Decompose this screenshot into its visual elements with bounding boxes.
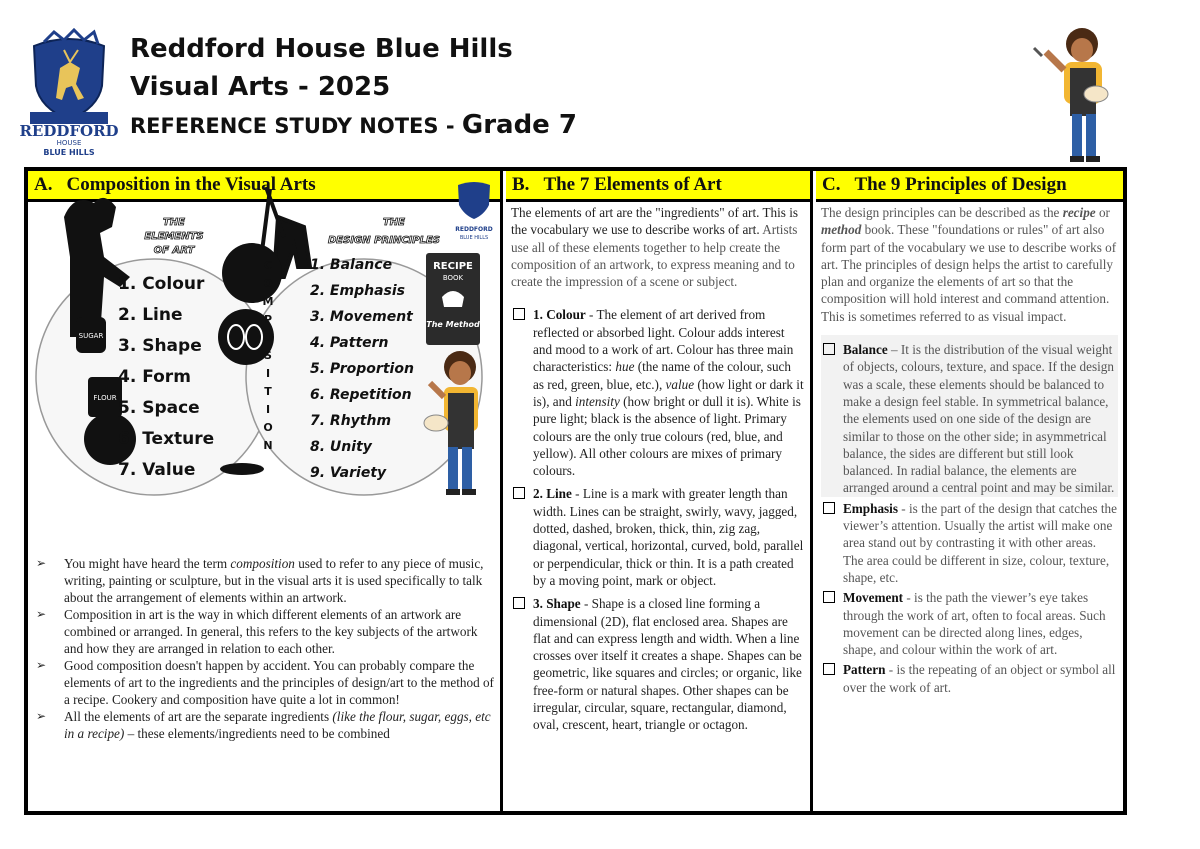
- checkbox-icon: [823, 663, 835, 675]
- bullet-text: You might have heard the term: [64, 556, 231, 571]
- item-term: 2. Line: [533, 486, 572, 502]
- intro-text: book. These "foundations or rules" of art also form part of the vocabulary we use to describe works of art. The principles of design helps the artist to carefully plan and organize the elements of art so that the composition will hold interest and command attention. This is sometimes referred to as visual impact.: [821, 222, 1117, 324]
- logo-bottom: BLUE HILLS: [43, 148, 95, 157]
- principle-item: 5. Proportion: [310, 361, 414, 377]
- principle-item: 1. Balance: [310, 257, 393, 273]
- section-b-header: [506, 171, 810, 202]
- page-header: [130, 30, 577, 145]
- logo-name: REDDFORD: [19, 122, 119, 140]
- section-title: The 7 Elements of Art: [543, 174, 722, 195]
- section-elements: [506, 171, 813, 811]
- composition-letter: O: [263, 331, 273, 344]
- principle-item: 7. Rhythm: [310, 413, 392, 429]
- content-grid: [24, 167, 1127, 815]
- item-text: (the name of the colour, such as red, green, blue, etc.),: [533, 359, 792, 392]
- intro-text-gray: Artists use all of these elements together to help create the composition of an artwork, to express meaning and to create the impression of a scene or subject.: [511, 222, 798, 290]
- item-em: hue: [615, 359, 635, 375]
- arrow-bullet-icon: ➢: [36, 607, 47, 621]
- composition-word: [263, 259, 274, 452]
- element-item: 4. Form: [118, 367, 191, 387]
- principle-balance: [821, 335, 1118, 497]
- section-c-header: [816, 171, 1123, 202]
- arrow-bullet-icon: ➢: [36, 658, 47, 672]
- composition-letter: O: [263, 277, 273, 290]
- bullet-text: Good composition doesn't happen by accident. You can probably compare the elements of art to the ingredients and the principles of design/art to the method of a recipe. Cookery and composition have quite a lot in common!: [64, 658, 494, 707]
- arrow-bullet-icon: ➢: [36, 709, 47, 723]
- section-title: Composition in the Visual Arts: [66, 174, 316, 195]
- notes-prefix: REFERENCE STUDY NOTES -: [130, 114, 462, 138]
- element-item: 1. Colour: [118, 274, 205, 294]
- recipe-label: RECIPE: [433, 261, 473, 272]
- flour-label: FLOUR: [93, 394, 117, 402]
- composition-letter: M: [262, 295, 274, 308]
- logo-sub: HOUSE: [56, 139, 82, 147]
- principle-item: 4. Pattern: [310, 335, 389, 351]
- bullet-emphasis: composition: [230, 556, 295, 571]
- checkbox-icon: [823, 591, 835, 603]
- item-term: 3. Shape: [533, 596, 581, 612]
- intro-text: The elements of art are the "ingredients" of art. This is the vocabulary we use to describe works of art.: [511, 205, 799, 238]
- item-text: - Shape is a closed line forming a dimensional (2D), flat enclosed area. Shapes are flat and can express length and width. When a line crosses over itself it creates a shape. Shapes can be geometric, like squares and circles; or organic, like free-form or natural shapes. Other shapes can be irregular, circular, square, rectangular, diamond, oval, crescent, heart, triangle or octagon.: [533, 596, 802, 733]
- section-title: The 9 Principles of Design: [854, 174, 1067, 195]
- element-item: 2. Line: [118, 305, 183, 325]
- checkbox-icon: [823, 502, 835, 514]
- section-letter: B.: [512, 174, 530, 195]
- bullet-item: [36, 657, 496, 708]
- composition-letter: C: [263, 259, 273, 272]
- grade-label: Grade 7: [461, 110, 577, 140]
- composition-letter: N: [263, 439, 273, 452]
- principle-emphasis: [821, 500, 1118, 586]
- item-text: - Line is a mark with greater length than width. Lines can be straight, swirly, wavy, jagged, dotted, dashed, broken, thick, thin, zig zag, diagonal, vertical, horizontal, curved, bold, parallel or perpendicular, thick or thin. It is a path created by a moving point, mark or object.: [533, 486, 804, 588]
- principle-item: 3. Movement: [310, 309, 413, 325]
- small-logo-name: REDDFORD: [455, 226, 493, 233]
- element-colour: [511, 306, 805, 479]
- composition-letter: I: [265, 367, 271, 380]
- bullet-emphasis: (like the flour, sugar, eggs, etc in a recipe): [64, 709, 491, 741]
- item-em: value: [665, 376, 695, 392]
- section-letter: C.: [822, 174, 841, 195]
- item-text: - is the repeating of an object or symbol all over the work of art.: [843, 662, 1116, 695]
- item-text: - The element of art derived from reflected or absorbed light. Colour adds interest and mood to a work of art. Colour has three main characteristics:: [533, 307, 794, 375]
- recipe-method: The Method: [426, 320, 480, 329]
- composition-letter: T: [264, 385, 272, 398]
- principles-heading-1: THE: [382, 217, 406, 228]
- school-logo: [19, 28, 119, 157]
- subject-year: Visual Arts - 2025: [130, 72, 391, 102]
- checkbox-icon: [513, 487, 525, 499]
- principle-movement: [821, 589, 1118, 658]
- intro-text: The design principles can be described as the: [821, 205, 1063, 220]
- checkbox-icon: [513, 308, 525, 320]
- element-item: 7. Value: [118, 460, 196, 480]
- bullet-text: Composition in art is the way in which different elements of an artwork are combined or arranged. In general, this refers to the key subjects of the artwork and how they are arranged in relation to each other.: [64, 607, 478, 656]
- item-text: - is the path the viewer’s eye takes through the work of art, often to focal areas. Such movement can be directed along lines, edges, shape, and colour within the work of art.: [843, 590, 1106, 658]
- bullet-text: – these elements/ingredients need to be combined: [124, 726, 390, 741]
- elements-body: [506, 202, 810, 734]
- checkbox-icon: [823, 343, 835, 355]
- elements-heading-2: ELEMENTS: [144, 231, 204, 242]
- item-term: 1. Colour: [533, 307, 586, 323]
- item-term: Emphasis: [843, 500, 898, 516]
- principle-item: 8. Unity: [310, 439, 372, 455]
- element-line: [511, 485, 805, 589]
- sugar-label: SUGAR: [78, 332, 104, 340]
- bullet-item: [36, 555, 496, 606]
- school-name: Reddford House Blue Hills: [130, 34, 513, 64]
- arrow-bullet-icon: ➢: [36, 556, 47, 570]
- elements-heading-1: THE: [162, 217, 186, 228]
- element-item: 3. Shape: [118, 336, 202, 356]
- item-term: Movement: [843, 590, 904, 606]
- composition-bullets: [36, 555, 496, 742]
- composition-letter: P: [263, 313, 273, 326]
- artist-illustration: [1030, 22, 1126, 167]
- intro-em: method: [821, 222, 862, 238]
- item-text: – It is the distribution of the visual weight of objects, colours, texture, and space. If the design was a scale, these elements should be balanced to make a design feel stable. In symmetrical balance, the elements used on one side of the design are similar to those on the other side; in asymmetrical balance, the sides are different but still look balanced. In radial balance, the elements are arranged around a central point and may be similar.: [843, 342, 1115, 496]
- item-text: (how bright or dull it is). White is pure light; black is the absence of light. Primary colours are the only true colours (red, blue, and yellow). All other colours are mixes of primary colours.: [533, 393, 801, 479]
- composition-letter: O: [263, 421, 273, 434]
- notes-title: [130, 106, 577, 145]
- principles-heading-2: DESIGN PRINCIPLES: [327, 235, 441, 246]
- recipe-sub: BOOK: [442, 274, 464, 282]
- principles-body: [816, 202, 1123, 696]
- elements-heading-3: OF ART: [153, 245, 195, 256]
- principle-item: 2. Emphasis: [310, 283, 405, 299]
- item-term: Pattern: [843, 662, 886, 678]
- bullet-text: used to refer to any piece of music, writing, painting or sculpture, but in the visual arts it is used specifically to talk about the arrangement of elements within an artwork.: [64, 556, 484, 605]
- section-letter: A.: [34, 174, 53, 195]
- item-em: intensity: [575, 393, 620, 409]
- element-shape: [511, 595, 805, 733]
- bullet-item: [36, 606, 496, 657]
- bullet-text: All the elements of art are the separate ingredients: [64, 709, 333, 724]
- item-text: (how light or dark it is), and: [533, 376, 804, 409]
- composition-letter: S: [264, 349, 272, 362]
- principle-item: 6. Repetition: [310, 387, 412, 403]
- composition-diagram: [34, 177, 498, 547]
- section-principles: [816, 171, 1123, 811]
- section-composition: [28, 171, 503, 811]
- small-logo-sub: BLUE HILLS: [459, 235, 489, 241]
- element-item: 6. Texture: [118, 429, 215, 449]
- item-text: - is the part of the design that catches the viewer’s attention. Usually the artist will make one area stand out by contrasting it with other areas. The area could be different in size, colour, texture, shape, etc.: [843, 500, 1117, 585]
- elements-intro: [511, 204, 805, 290]
- principle-item: 9. Variety: [310, 465, 387, 481]
- principles-intro: [821, 204, 1118, 325]
- bullet-item: [36, 708, 496, 742]
- principle-pattern: [821, 661, 1118, 696]
- item-term: Balance: [843, 342, 888, 358]
- checkbox-icon: [513, 597, 525, 609]
- element-item: 5. Space: [118, 398, 200, 418]
- composition-letter: I: [265, 403, 271, 416]
- intro-text: or: [1095, 205, 1110, 220]
- intro-em: recipe: [1062, 205, 1096, 220]
